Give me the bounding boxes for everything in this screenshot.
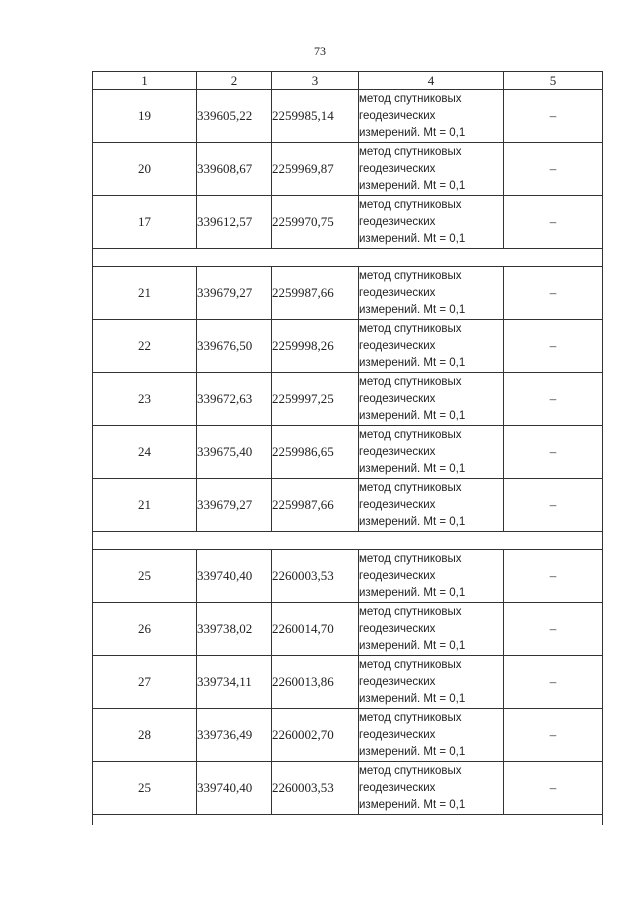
method-line: метод спутниковых bbox=[359, 322, 462, 335]
method-line: измерений. Mt = 0,1 bbox=[359, 745, 466, 758]
method-line: метод спутниковых bbox=[359, 481, 462, 494]
method-line: геодезических bbox=[359, 162, 436, 175]
method-line: геодезических bbox=[359, 286, 436, 299]
page-number: 73 bbox=[314, 44, 326, 58]
x-coordinate-cell: 339734,11 bbox=[197, 656, 272, 709]
column-header: 1 bbox=[93, 72, 197, 90]
table-row bbox=[93, 143, 603, 196]
method-line: метод спутниковых bbox=[359, 658, 462, 671]
method-line: измерений. Mt = 0,1 bbox=[359, 232, 466, 245]
method-line: измерений. Mt = 0,1 bbox=[359, 409, 466, 422]
point-number-cell: 20 bbox=[93, 143, 197, 196]
method-line: геодезических bbox=[359, 728, 436, 741]
method-cell bbox=[359, 709, 504, 762]
x-coordinate-cell: 339740,40 bbox=[197, 550, 272, 603]
method-line: измерений. Mt = 0,1 bbox=[359, 586, 466, 599]
table-row bbox=[93, 320, 603, 373]
x-coordinate-cell: 339736,49 bbox=[197, 709, 272, 762]
method-cell bbox=[359, 320, 504, 373]
x-coordinate-cell: 339740,40 bbox=[197, 762, 272, 815]
column-header: 5 bbox=[504, 72, 603, 90]
point-number-cell: 24 bbox=[93, 426, 197, 479]
method-line: измерений. Mt = 0,1 bbox=[359, 515, 466, 528]
method-line: измерений. Mt = 0,1 bbox=[359, 179, 466, 192]
y-coordinate-cell: 2259970,75 bbox=[272, 196, 359, 249]
separator-cell bbox=[93, 815, 603, 826]
accuracy-cell: – bbox=[504, 709, 603, 762]
method-cell bbox=[359, 267, 504, 320]
table-row bbox=[93, 426, 603, 479]
table-row bbox=[93, 90, 603, 143]
table-header-row bbox=[93, 72, 603, 90]
y-coordinate-cell: 2260014,70 bbox=[272, 603, 359, 656]
method-line: измерений. Mt = 0,1 bbox=[359, 126, 466, 139]
method-line: геодезических bbox=[359, 569, 436, 582]
method-line: геодезических bbox=[359, 498, 436, 511]
accuracy-cell: – bbox=[504, 90, 603, 143]
accuracy-cell: – bbox=[504, 762, 603, 815]
y-coordinate-cell: 2259998,26 bbox=[272, 320, 359, 373]
point-number-cell: 25 bbox=[93, 550, 197, 603]
group-separator-row bbox=[93, 249, 603, 267]
method-line: измерений. Mt = 0,1 bbox=[359, 798, 466, 811]
point-number-cell: 21 bbox=[93, 267, 197, 320]
y-coordinate-cell: 2260013,86 bbox=[272, 656, 359, 709]
separator-cell bbox=[93, 249, 603, 267]
column-header: 2 bbox=[197, 72, 272, 90]
method-cell bbox=[359, 426, 504, 479]
method-line: геодезических bbox=[359, 339, 436, 352]
accuracy-cell: – bbox=[504, 196, 603, 249]
column-header: 4 bbox=[359, 72, 504, 90]
y-coordinate-cell: 2260003,53 bbox=[272, 550, 359, 603]
point-number-cell: 26 bbox=[93, 603, 197, 656]
x-coordinate-cell: 339738,02 bbox=[197, 603, 272, 656]
x-coordinate-cell: 339676,50 bbox=[197, 320, 272, 373]
method-line: измерений. Mt = 0,1 bbox=[359, 462, 466, 475]
separator-cell bbox=[93, 532, 603, 550]
table-row bbox=[93, 550, 603, 603]
method-line: геодезических bbox=[359, 445, 436, 458]
method-line: геодезических bbox=[359, 215, 436, 228]
method-line: геодезических bbox=[359, 622, 436, 635]
column-header: 3 bbox=[272, 72, 359, 90]
x-coordinate-cell: 339672,63 bbox=[197, 373, 272, 426]
point-number-cell: 17 bbox=[93, 196, 197, 249]
method-line: метод спутниковых bbox=[359, 428, 462, 441]
point-number-cell: 25 bbox=[93, 762, 197, 815]
y-coordinate-cell: 2260003,53 bbox=[272, 762, 359, 815]
method-line: метод спутниковых bbox=[359, 605, 462, 618]
accuracy-cell: – bbox=[504, 656, 603, 709]
method-cell bbox=[359, 550, 504, 603]
method-line: измерений. Mt = 0,1 bbox=[359, 356, 466, 369]
table-row bbox=[93, 373, 603, 426]
method-line: метод спутниковых bbox=[359, 198, 462, 211]
method-line: метод спутниковых bbox=[359, 92, 462, 105]
y-coordinate-cell: 2259969,87 bbox=[272, 143, 359, 196]
table-row bbox=[93, 479, 603, 532]
x-coordinate-cell: 339675,40 bbox=[197, 426, 272, 479]
method-line: измерений. Mt = 0,1 bbox=[359, 639, 466, 652]
table-row bbox=[93, 196, 603, 249]
method-line: метод спутниковых bbox=[359, 764, 462, 777]
group-separator-row bbox=[93, 532, 603, 550]
y-coordinate-cell: 2259985,14 bbox=[272, 90, 359, 143]
accuracy-cell: – bbox=[504, 267, 603, 320]
method-line: геодезических bbox=[359, 109, 436, 122]
accuracy-cell: – bbox=[504, 373, 603, 426]
y-coordinate-cell: 2259987,66 bbox=[272, 267, 359, 320]
table-row bbox=[93, 603, 603, 656]
method-line: метод спутниковых bbox=[359, 269, 462, 282]
method-line: измерений. Mt = 0,1 bbox=[359, 303, 466, 316]
y-coordinate-cell: 2259987,66 bbox=[272, 479, 359, 532]
y-coordinate-cell: 2259986,65 bbox=[272, 426, 359, 479]
x-coordinate-cell: 339608,67 bbox=[197, 143, 272, 196]
coordinates-table bbox=[92, 71, 603, 825]
method-cell bbox=[359, 196, 504, 249]
accuracy-cell: – bbox=[504, 320, 603, 373]
accuracy-cell: – bbox=[504, 426, 603, 479]
method-line: метод спутниковых bbox=[359, 145, 462, 158]
method-line: метод спутниковых bbox=[359, 375, 462, 388]
method-line: измерений. Mt = 0,1 bbox=[359, 692, 466, 705]
y-coordinate-cell: 2260002,70 bbox=[272, 709, 359, 762]
x-coordinate-cell: 339679,27 bbox=[197, 479, 272, 532]
method-line: геодезических bbox=[359, 781, 436, 794]
point-number-cell: 21 bbox=[93, 479, 197, 532]
point-number-cell: 19 bbox=[93, 90, 197, 143]
accuracy-cell: – bbox=[504, 603, 603, 656]
method-cell bbox=[359, 143, 504, 196]
point-number-cell: 27 bbox=[93, 656, 197, 709]
method-cell bbox=[359, 479, 504, 532]
method-line: метод спутниковых bbox=[359, 552, 462, 565]
x-coordinate-cell: 339612,57 bbox=[197, 196, 272, 249]
table-row bbox=[93, 267, 603, 320]
method-cell bbox=[359, 656, 504, 709]
method-cell bbox=[359, 373, 504, 426]
method-line: геодезических bbox=[359, 392, 436, 405]
accuracy-cell: – bbox=[504, 143, 603, 196]
x-coordinate-cell: 339605,22 bbox=[197, 90, 272, 143]
accuracy-cell: – bbox=[504, 550, 603, 603]
point-number-cell: 23 bbox=[93, 373, 197, 426]
point-number-cell: 28 bbox=[93, 709, 197, 762]
method-cell bbox=[359, 603, 504, 656]
method-cell bbox=[359, 762, 504, 815]
accuracy-cell: – bbox=[504, 479, 603, 532]
table-row bbox=[93, 709, 603, 762]
method-line: геодезических bbox=[359, 675, 436, 688]
table-body bbox=[93, 90, 603, 826]
method-line: метод спутниковых bbox=[359, 711, 462, 724]
point-number-cell: 22 bbox=[93, 320, 197, 373]
table-row bbox=[93, 762, 603, 815]
method-cell bbox=[359, 90, 504, 143]
y-coordinate-cell: 2259997,25 bbox=[272, 373, 359, 426]
table-row bbox=[93, 656, 603, 709]
x-coordinate-cell: 339679,27 bbox=[197, 267, 272, 320]
group-separator-row bbox=[93, 815, 603, 826]
